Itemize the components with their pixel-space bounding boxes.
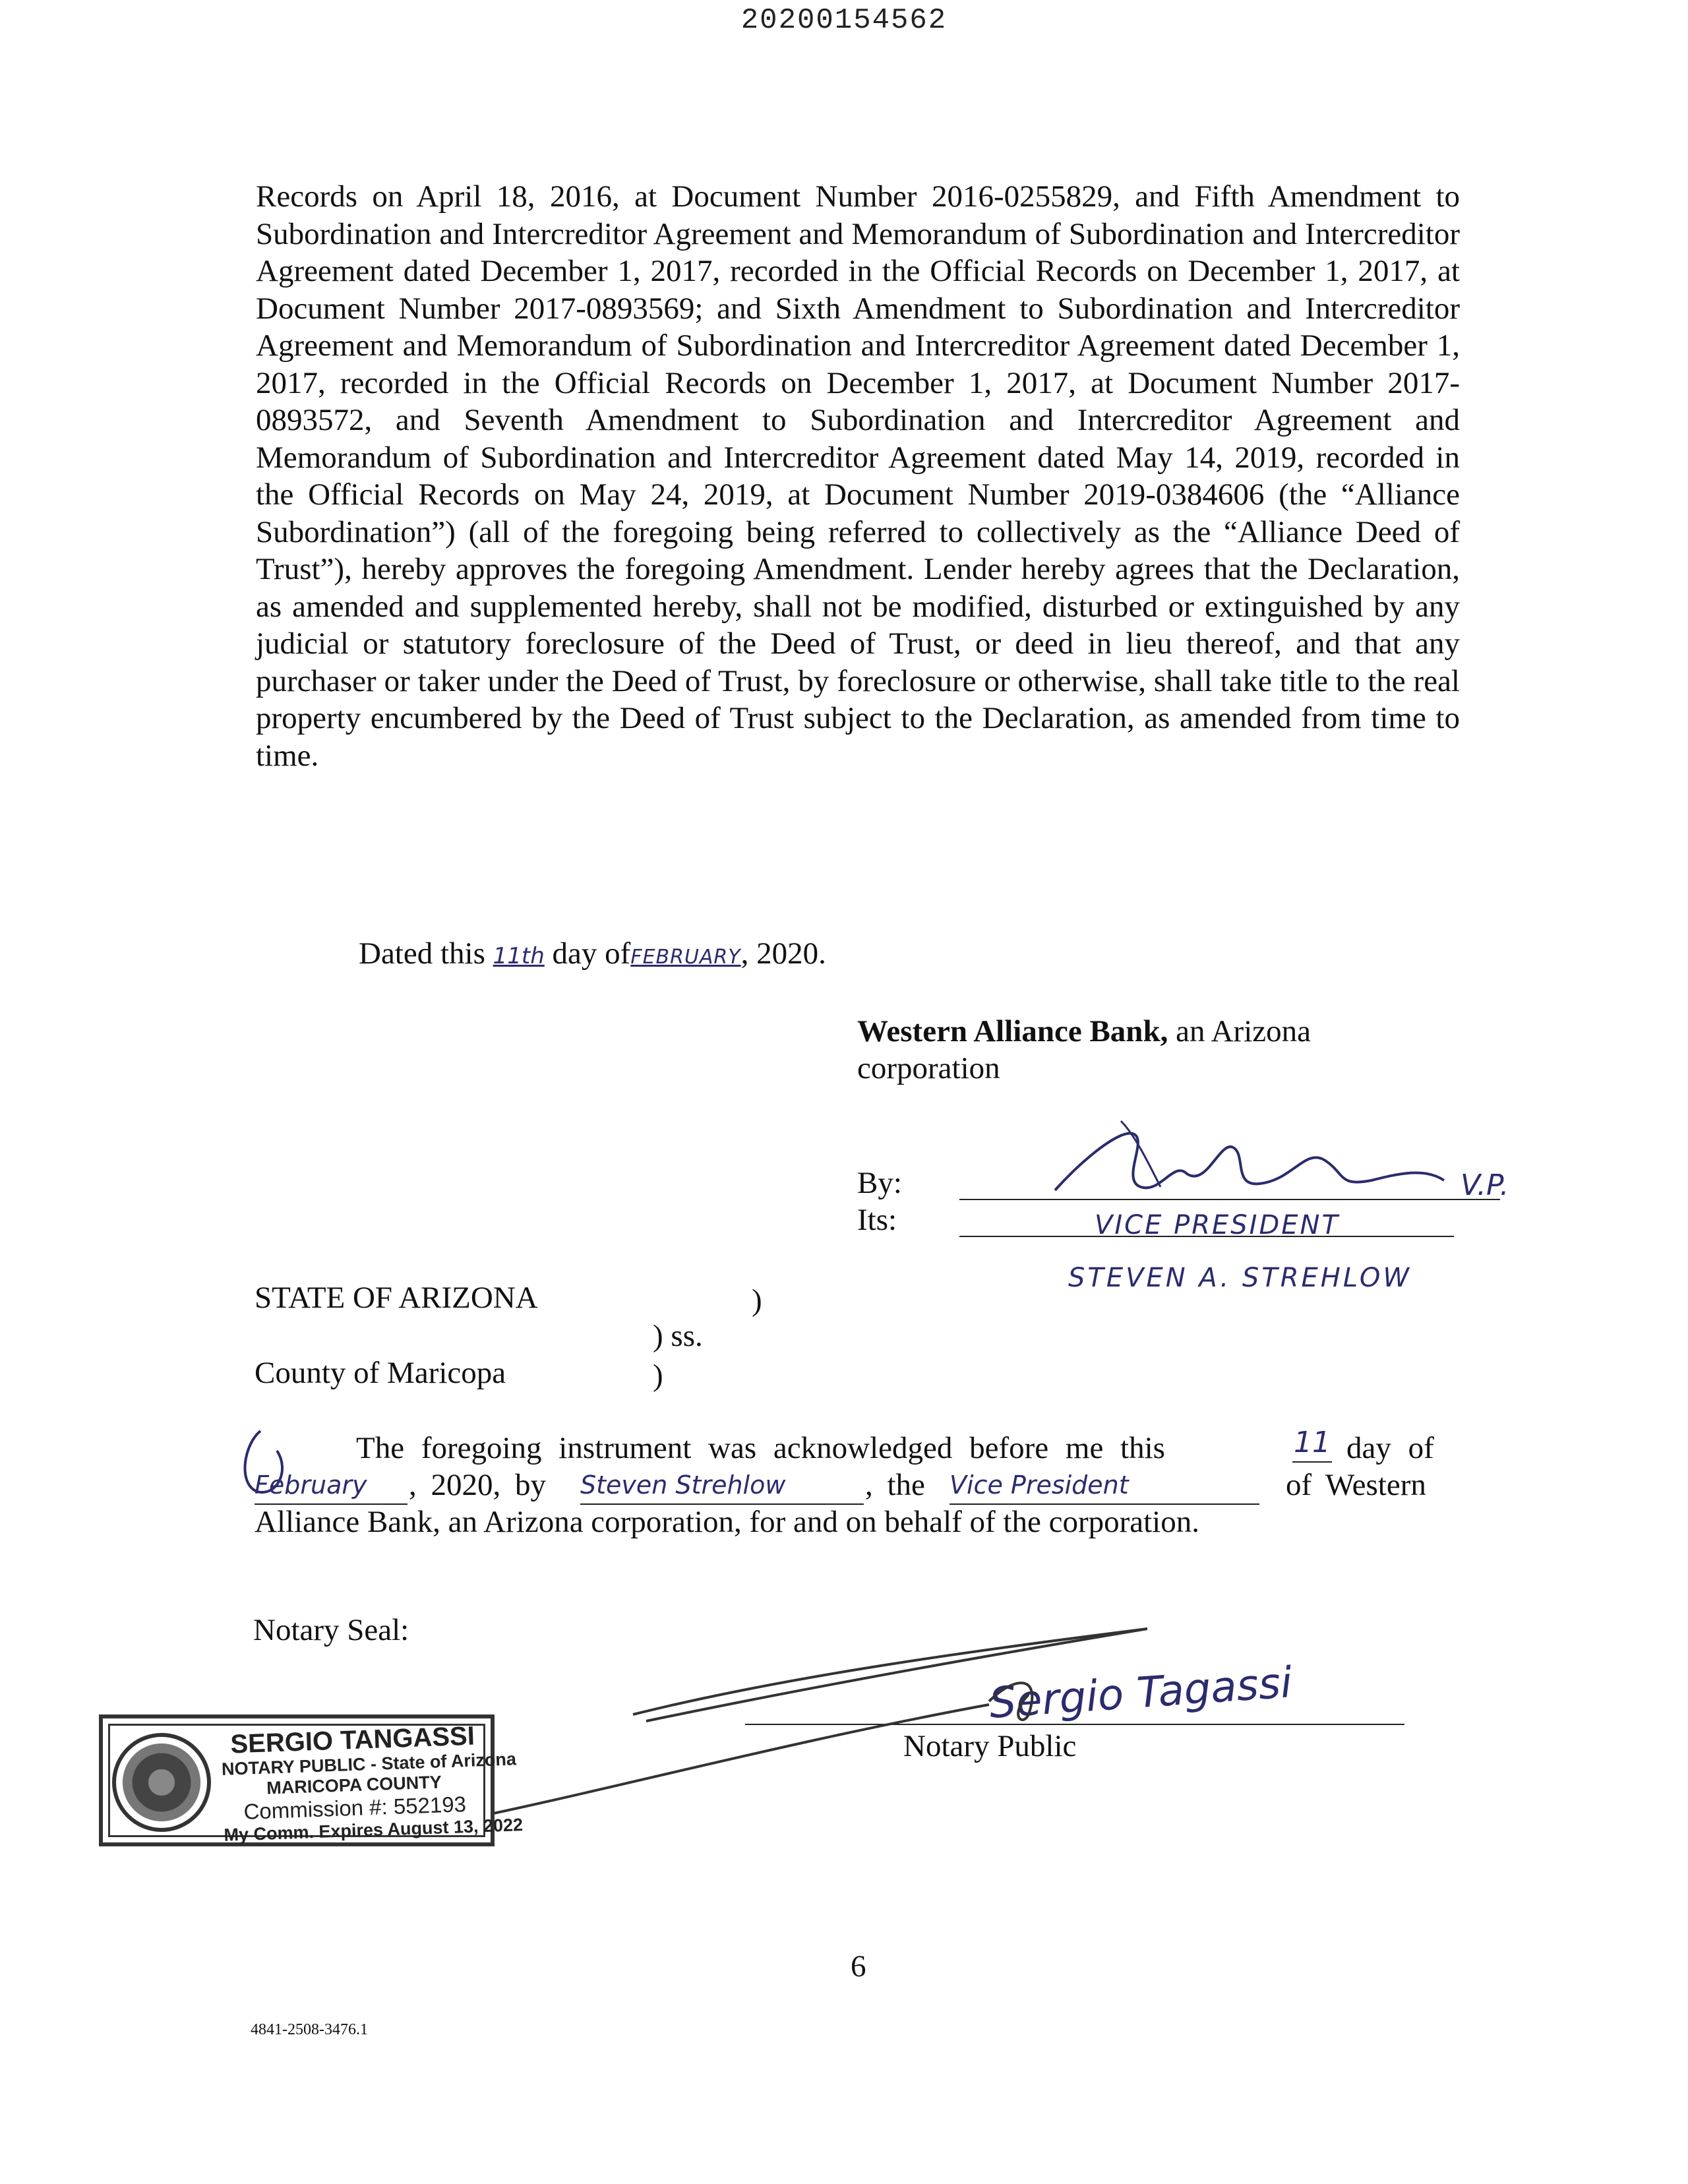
seal-line-3: Commission #: 552193 [243, 1792, 467, 1824]
ack-line2-c: of Western [1286, 1468, 1426, 1502]
seal-name: SERGIO TANGASSI [229, 1721, 475, 1759]
body-paragraph: Records on April 18, 2016, at Document Number 2016-0255829, and Fifth Amendment to Subordination and Intercreditor Agreement and Memorandum of Subordination and Intercreditor Agreement dated December 1, 2017, recorded in the Official Records on December 1, 2017, at Document Number 2017-0893569; and Sixth Amendment to Subordination and Intercreditor Agreement and Memorandum of Subordination and Intercreditor Agreement dated December 1, 2017, recorded in the Official Records on December 1, 2017, at Document Number 2017-0893572, and Seventh Amendment to Subordination and Intercreditor Agreement and Memorandum of Subordination and Intercreditor Agreement dated May 14, 2019, recorded in the Official Records on May 24, 2019, at Document Number 2019-0384606 (the “Alliance Subordination”) (all of the foregoing being referred to collectively as the “Alliance Deed of Trust”), hereby approves the foregoing Amendment. Lender hereby agrees that the Declaration, as amended and supplemented hereby, shall not be modified, disturbed or extinguished by any judicial or statutory foreclosure of the Deed of Trust, or deed in lieu thereof, and that any purchaser or taker under the Deed of Trust, by foreclosure or otherwise, shall take title to the real property encumbered by the Deed of Trust subject to the Declaration, as amended from time to time. [256, 179, 1460, 773]
recording-number: 20200154562 [740, 4, 948, 37]
ack-month-handwritten: February [255, 1467, 407, 1505]
notary-public-label: Notary Public [903, 1729, 1077, 1763]
seal-line-1: NOTARY PUBLIC - State of Arizona [221, 1749, 517, 1779]
seal-line-2: MARICOPA COUNTY [266, 1772, 442, 1798]
ack-line3: Alliance Bank, an Arizona corporation, for and on behalf of the corporation. [255, 1505, 1199, 1539]
notary-signature-handwritten: Sergio Tagassi [987, 1658, 1294, 1728]
seal-line-4: My Comm. Expires August 13, 2022 [224, 1815, 524, 1845]
venue-county: County of Maricopa [255, 1356, 506, 1390]
venue-paren-1: ) [752, 1283, 762, 1318]
its-label: Its: [857, 1203, 897, 1237]
page-number: 6 [851, 1949, 866, 1984]
dated-month-handwritten: FEBRUARY [630, 946, 741, 969]
by-suffix-handwritten: V.P. [1461, 1168, 1509, 1202]
notary-seal-stamp [99, 1714, 524, 1846]
seal-text-block [220, 1721, 524, 1846]
ack-line1-a: The foregoing instrument was acknowledged before me this [356, 1431, 1165, 1465]
dated-middle: day of [552, 936, 631, 971]
bank-name: Western Alliance Bank, [857, 1014, 1168, 1048]
ack-title-handwritten: Vice President [950, 1467, 1259, 1505]
notary-signature-stroke [633, 1629, 1147, 1721]
venue-paren-2: ) [653, 1358, 663, 1393]
notary-seal-label: Notary Seal: [253, 1613, 409, 1647]
ack-line2-b: , the [865, 1468, 925, 1502]
bank-desc-1: an Arizona [1176, 1014, 1311, 1048]
venue-ss: ) ss. [653, 1319, 703, 1353]
by-label: By: [857, 1166, 902, 1200]
dated-day-handwritten: 11th [493, 943, 545, 969]
ack-day-handwritten: 11 [1292, 1424, 1332, 1463]
document-id: 4841-2508-3476.1 [251, 2021, 368, 2038]
its-handwritten: VICE PRESIDENT [1095, 1210, 1340, 1240]
officer-signature-stroke [1055, 1134, 1444, 1190]
ack-line2-a: , 2020, by [409, 1468, 546, 1502]
arizona-seal-emblem-icon [112, 1733, 211, 1832]
ack-line1-b: day of [1346, 1431, 1434, 1465]
dated-prefix: Dated this [359, 936, 485, 971]
printed-name-handwritten: STEVEN A. STREHLOW [1068, 1263, 1412, 1293]
venue-state: STATE OF ARIZONA [255, 1281, 538, 1315]
dated-suffix: , 2020. [740, 936, 826, 971]
bank-desc-2: corporation [857, 1051, 1000, 1085]
ack-name-handwritten: Steven Strehlow [580, 1467, 864, 1505]
